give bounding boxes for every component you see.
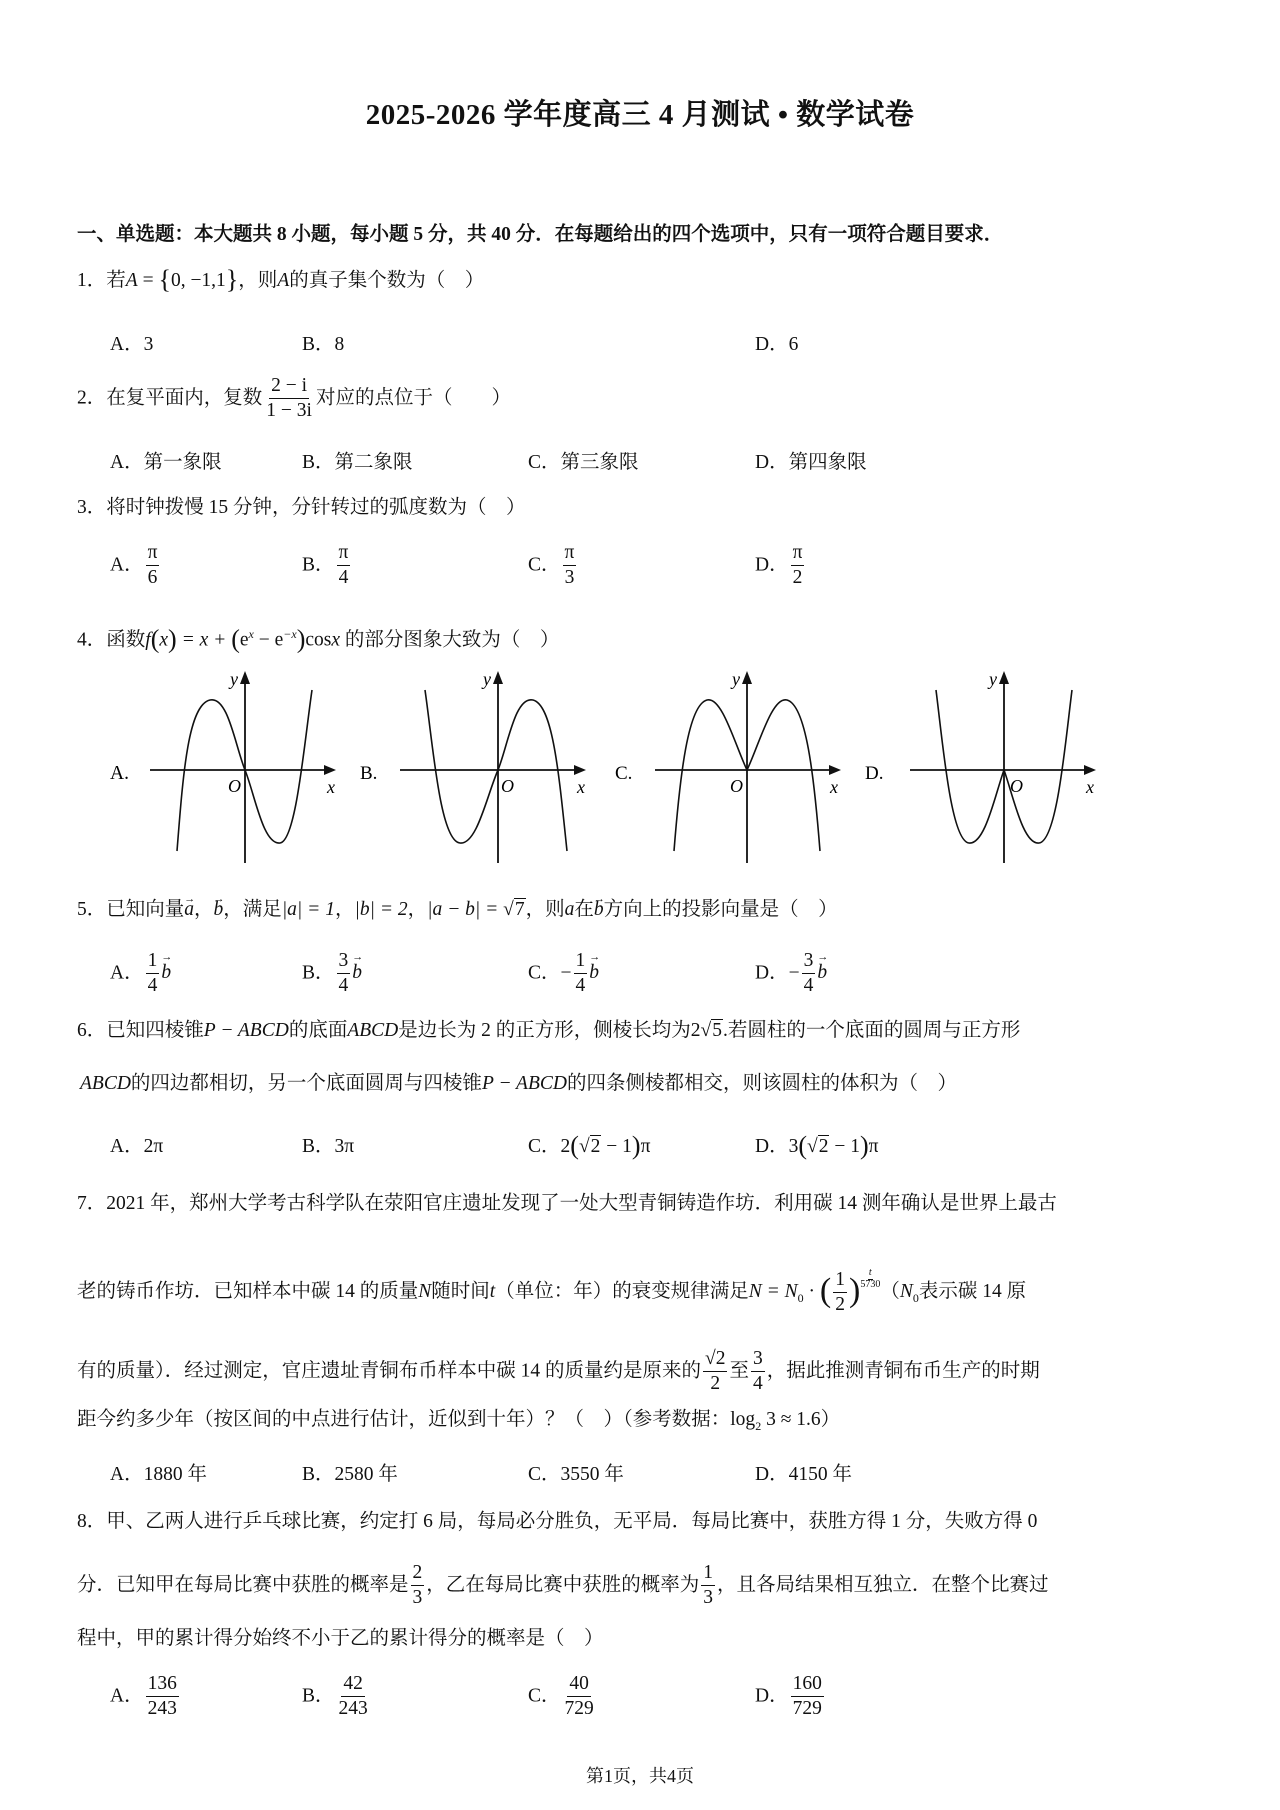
exam-title: 2025-2026 学年度高三 4 月测试 • 数学试卷 xyxy=(365,99,915,131)
q3-option-a[interactable]: A． $\frac{\pi}{6}$ xyxy=(110,542,158,589)
q6-option-a[interactable]: A．2π xyxy=(110,1136,164,1157)
q1-option-b[interactable]: B．8 xyxy=(302,334,345,355)
question-8-line-3: 程中，甲的累计得分始终不小于乙的累计得分的概率是（ ） xyxy=(77,1628,604,1649)
question-2-stem: 2．在复平面内，复数 $\frac{2 - i}{1 - 3i}$ 对应的点位于（ ） xyxy=(77,375,511,422)
x-axis-arrow-icon xyxy=(1084,765,1096,775)
q2-option-a[interactable]: A．第一象限 xyxy=(110,452,222,473)
svg-text:x: x xyxy=(1086,777,1094,797)
svg-text:B.: B. xyxy=(360,763,378,784)
svg-text:D.: D. xyxy=(865,763,884,784)
q7-option-d[interactable]: D．4150 年 xyxy=(755,1464,852,1485)
q5-option-d[interactable]: D．− $\frac{3}{4}$ → b xyxy=(755,950,827,998)
svg-text:y: y xyxy=(732,669,740,689)
svg-text:y: y xyxy=(989,669,997,689)
y-axis-arrow-icon xyxy=(493,671,503,684)
q2-option-d[interactable]: D．第四象限 xyxy=(755,452,867,473)
question-7-line-2: 老的铸币作坊．已知样本中碳 14 的质量N随时间t（单位：年）的衰变规律满足$N = N_0$ · ( $\frac{1}{2}$ ) $\frac{t}{5730}$ （$N_0$表示碳 14 原 xyxy=(77,1267,1027,1316)
question-1-stem: 1．若A = {0, −1,1}，则A的真子集个数为（ ） xyxy=(77,265,485,294)
question-7-line-4: 距今约多少年（按区间的中点进行估计，近似到十年）？（ ）（参考数据：$\log_2 3 \approx 1.6$） xyxy=(77,1409,841,1433)
q2-option-c[interactable]: C．第三象限 xyxy=(528,452,639,473)
x-axis-arrow-icon xyxy=(574,765,586,775)
q6-option-c[interactable]: C．2(√2 − 1)π xyxy=(528,1131,651,1160)
svg-text:y: y xyxy=(483,669,491,689)
svg-text:x: x xyxy=(830,777,838,797)
q8-option-a[interactable]: A． $\frac{136}{243}$ xyxy=(110,1673,177,1720)
q5-option-c[interactable]: C．− $\frac{1}{4}$ → b xyxy=(528,950,599,998)
question-3-stem: 3．将时钟拨慢 15 分钟，分针转过的弧度数为（ ） xyxy=(77,497,526,518)
question-6-line-1: 6．已知四棱锥P − ABCD的底面ABCD是边长为 2 的正方形，侧棱长均为2√5.若圆柱的一个底面的圆周与正方形 xyxy=(77,1020,1021,1041)
svg-text:C.: C. xyxy=(615,763,633,784)
section-heading: 一、单选题：本大题共 8 小题，每小题 5 分，共 40 分．在每题给出的四个选项中，只有一项符合题目要求． xyxy=(77,224,1004,245)
svg-text:O: O xyxy=(228,776,241,796)
q7-option-b[interactable]: B．2580 年 xyxy=(302,1464,398,1485)
q5-option-a[interactable]: A． $\frac{1}{4}$ → b xyxy=(110,950,171,998)
q3-option-c[interactable]: C． $\frac{\pi}{3}$ xyxy=(528,542,575,589)
q8-option-b[interactable]: B． $\frac{42}{243}$ xyxy=(302,1673,368,1720)
question-6-line-2: ABCD的四边都相切，另一个底面圆周与四棱锥P − ABCD的四条侧棱都相交，则该圆柱的体积为（ ） xyxy=(80,1073,957,1094)
q7-option-a[interactable]: A．1880 年 xyxy=(110,1464,207,1485)
svg-text:x: x xyxy=(577,777,585,797)
q4-graph-d[interactable] xyxy=(865,665,1115,875)
x-axis-arrow-icon xyxy=(829,765,841,775)
question-4-stem: 4．函数$f(x) = x + (e^x - e^{-x})\cos x$ 的部分图象大致为（ ） xyxy=(77,624,560,654)
graph-a-label: A. xyxy=(110,763,129,784)
svg-text:O: O xyxy=(730,776,743,796)
y-axis-arrow-icon xyxy=(240,671,250,684)
complex-fraction: $\frac{2 - i}{1 - 3i}$ xyxy=(266,375,312,422)
question-8-line-1: 8．甲、乙两人进行乒乓球比赛，约定打 6 局，每局必分胜负，无平局．每局比赛中，获胜方得 1 分，失败方得 0 xyxy=(77,1511,1038,1532)
q7-option-c[interactable]: C．3550 年 xyxy=(528,1464,624,1485)
q6-option-b[interactable]: B．3π xyxy=(302,1136,355,1157)
q1-option-a[interactable]: A．3 xyxy=(110,334,154,355)
svg-text:O: O xyxy=(1010,776,1023,796)
q8-option-c[interactable]: C． $\frac{40}{729}$ xyxy=(528,1673,594,1720)
y-axis-arrow-icon xyxy=(742,671,752,684)
question-5-stem: 5．已知向量→ a，→ b，满足|a| = 1，|b| = 2，|a − b| = √7，则a在→ b方向上的投影向量是（ ） xyxy=(77,896,838,924)
q1-option-d[interactable]: D．6 xyxy=(755,334,799,355)
q8-option-d[interactable]: D． $\frac{160}{729}$ xyxy=(755,1673,822,1720)
q6-option-d[interactable]: D．3(√2 − 1)π xyxy=(755,1131,879,1160)
q4-graph-c[interactable] xyxy=(610,665,860,875)
q4-graph-b[interactable] xyxy=(355,665,605,875)
svg-text:x: x xyxy=(327,777,335,797)
q4-graph-a[interactable] xyxy=(100,665,350,875)
y-axis-arrow-icon xyxy=(999,671,1009,684)
q2-option-b[interactable]: B．第二象限 xyxy=(302,452,413,473)
q3-option-b[interactable]: B． $\frac{\pi}{4}$ xyxy=(302,542,349,589)
question-7-line-3: 有的质量）．经过测定，官庄遗址青铜布币样本中碳 14 的质量约是原来的 $\frac{√2}{2}$ 至 $\frac{3}{4}$ ，据此推测青铜布币生产的时期 xyxy=(77,1348,1040,1395)
q3-option-d[interactable]: D． $\frac{\pi}{2}$ xyxy=(755,542,803,589)
q5-option-b[interactable]: B． $\frac{3}{4}$ → b xyxy=(302,950,362,998)
x-axis-arrow-icon xyxy=(324,765,336,775)
question-7-line-1: 7．2021 年，郑州大学考古科学队在荥阳官庄遗址发现了一处大型青铜铸造作坊．利用碳 14 测年确认是世界上最古 xyxy=(77,1193,1057,1214)
svg-text:O: O xyxy=(501,776,514,796)
svg-text:y: y xyxy=(230,669,238,689)
page-footer: 第1页，共4页 xyxy=(586,1766,694,1786)
question-8-line-2: 分．已知甲在每局比赛中获胜的概率是 $\frac{2}{3}$ ，乙在每局比赛中获胜的概率为 $\frac{1}{3}$ ，且各局结果相互独立．在整个比赛过 xyxy=(77,1562,1049,1609)
